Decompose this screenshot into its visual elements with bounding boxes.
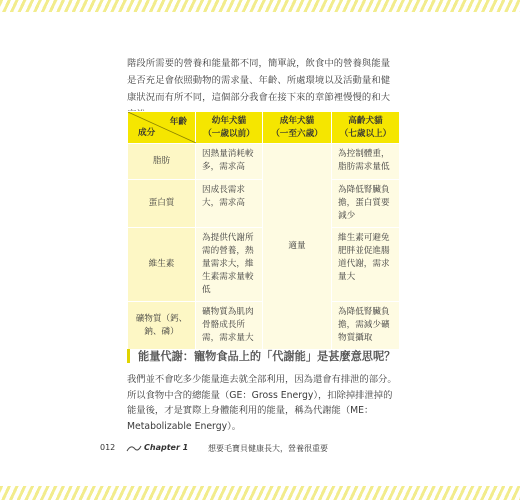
body-paragraph [127, 372, 399, 434]
row-label-protein: 蛋白質 [128, 180, 196, 228]
header-young-line2: （一歲以前） [203, 128, 255, 139]
header-component-label: 成分 [138, 128, 156, 138]
table-row [128, 144, 400, 180]
header-young [196, 112, 263, 144]
cell-vitamin-senior: 維生素可避免肥胖並促進腸道代謝，需求量大 [332, 228, 400, 302]
section-heading [127, 348, 417, 364]
chapter-label: Chapter 1 [144, 443, 189, 452]
paw-icon [126, 443, 142, 453]
cell-mineral-young: 礦物質為肌肉骨骼成長所需，需求量大 [196, 302, 263, 350]
top-stripe-border [0, 0, 520, 12]
header-corner-cell [128, 112, 196, 144]
header-young-line1: 幼年犬貓 [211, 115, 247, 126]
header-adult-line1: 成年犬貓 [279, 115, 315, 126]
nutrition-comparison-table [127, 111, 400, 350]
header-adult-line2: （一至六歲） [271, 128, 323, 139]
header-senior-line2: （七歲以上） [339, 128, 392, 139]
cell-adult-value: 適量 [263, 144, 332, 350]
bottom-stripe-border [0, 486, 520, 500]
chapter-title: 想要毛寶貝健康長大，營養很重要 [208, 444, 328, 453]
table-header-row [128, 112, 400, 144]
cell-protein-senior: 為降低腎臟負擔，蛋白質要減少 [332, 180, 400, 228]
header-senior [332, 112, 400, 144]
row-label-fat: 脂肪 [128, 144, 196, 180]
cell-protein-young: 因成長需求大，需求高 [196, 180, 263, 228]
page-number: 012 [100, 443, 116, 452]
section-heading-text: 能量代謝：寵物食品上的「代謝能」是甚麼意思呢？ [138, 350, 396, 363]
row-label-vitamin: 維生素 [128, 228, 196, 302]
heading-accent-bar [127, 349, 130, 363]
cell-mineral-senior: 為降低腎臟負擔，需減少礦物質攝取 [332, 302, 400, 350]
body-text: 我們並不會吃多少能量進去就全部利用，因為還會有排泄的部分。所以食物中含的總能量（GE：Gross Energy），扣除掉排泄掉的能量後，才是實際上身體能利用的能量，稱為代謝能（ME：Metabolizable Energy）。 [127, 374, 397, 432]
cell-vitamin-young: 為提供代謝所需的營養，熱量需求大，維生素需求量較低 [196, 228, 263, 302]
cell-fat-young: 因熱量消耗較多，需求高 [196, 144, 263, 180]
cell-fat-senior: 為控制體重，脂肪需求量低 [332, 144, 400, 180]
row-label-mineral: 礦物質（鈣、鈉、磷） [128, 302, 196, 350]
header-adult [263, 112, 332, 144]
intro-text: 階段所需要的營養和能量都不同，簡單說，飲食中的營養與能量是否充足會依照動物的需求量、年齡、所處環境以及活動量和健康狀況而有所不同，這個部分我會在接下來的章節裡慢慢的和大 [127, 58, 391, 103]
header-age-label: 年齡 [169, 117, 187, 127]
header-senior-line1: 高齡犬貓 [348, 115, 383, 126]
